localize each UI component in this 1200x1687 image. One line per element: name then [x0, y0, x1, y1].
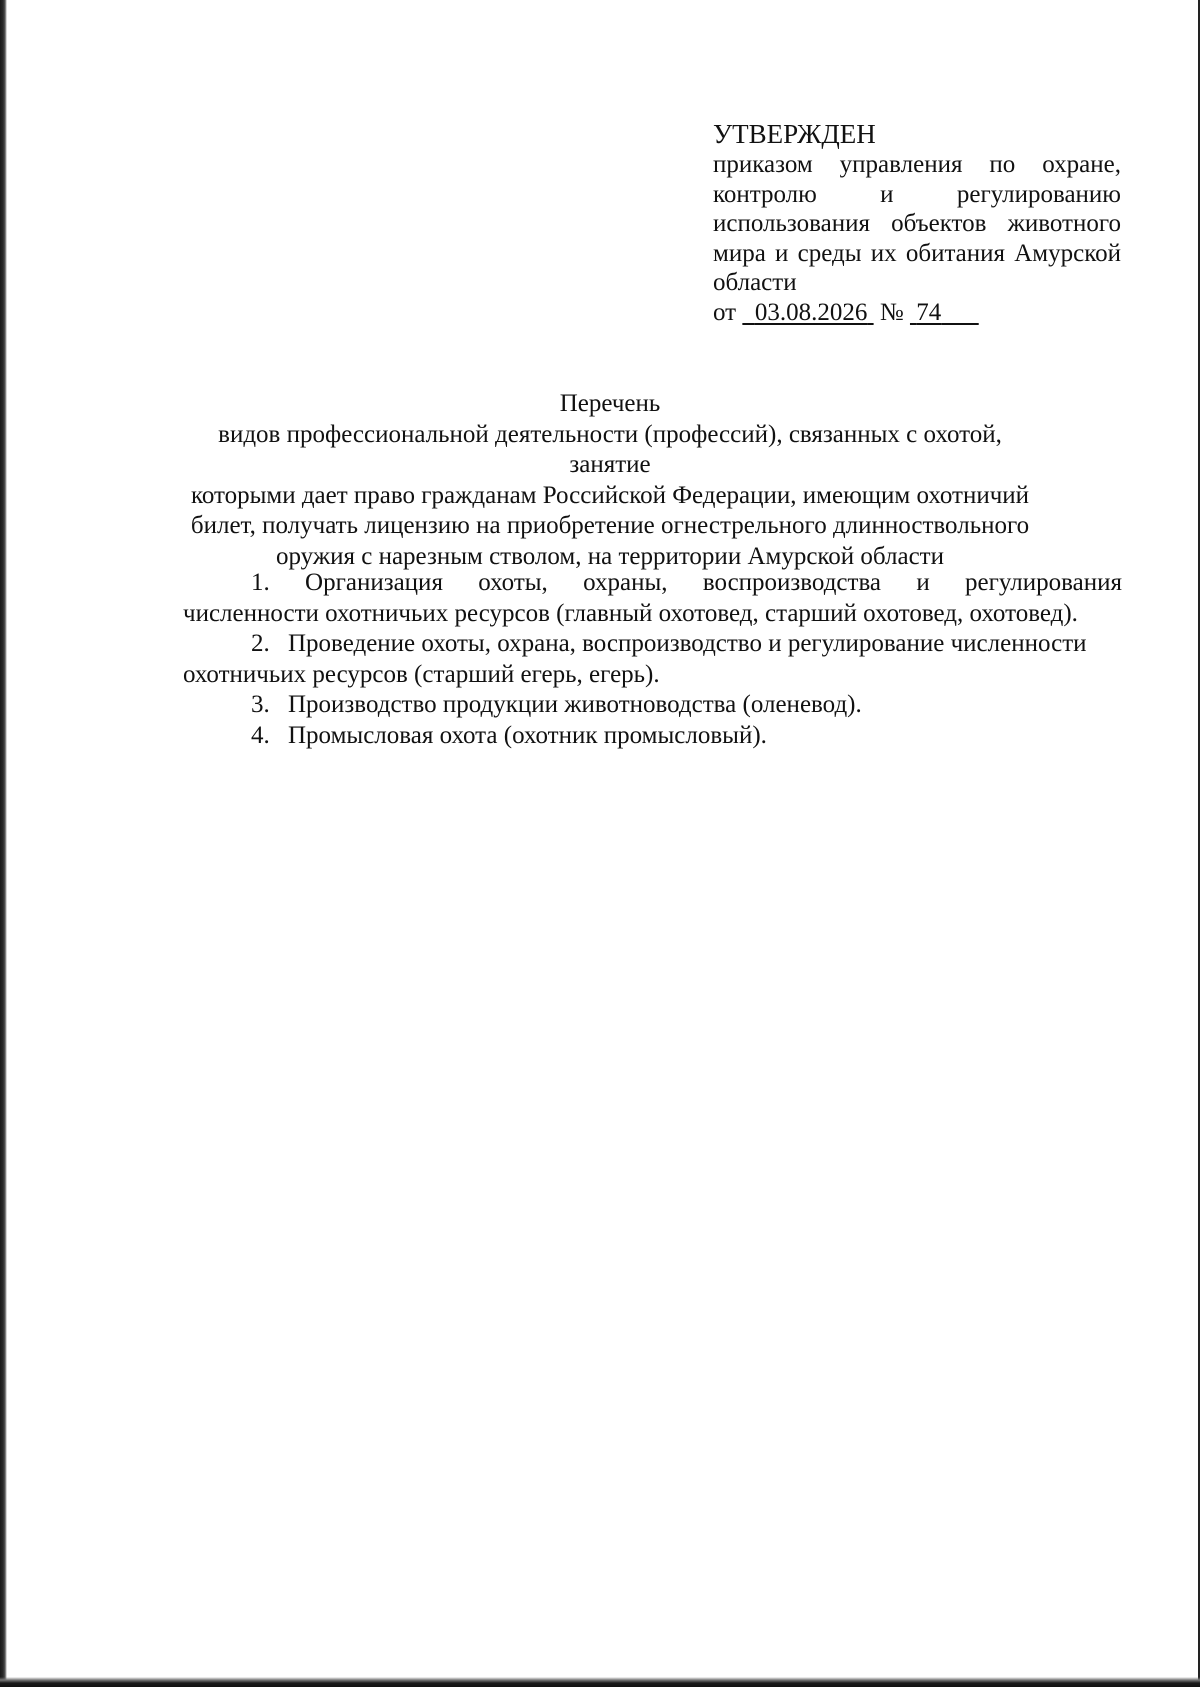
word: Амурской: [1014, 239, 1121, 267]
list-item-word: воспроизводства: [702, 569, 882, 596]
list-item-word: охраны,: [583, 569, 668, 596]
list-item-first-line: [183, 721, 1122, 752]
order-date-line: [713, 298, 1121, 328]
list-item-word: и: [916, 569, 930, 596]
list-item: [183, 629, 1122, 690]
word: животного: [1007, 210, 1121, 237]
approval-line: [713, 209, 1121, 239]
approval-line: [713, 239, 1121, 269]
word: объектов: [891, 210, 987, 237]
heading-title: Перечень: [559, 390, 661, 417]
list-item-continuation: охотничьих ресурсов (старший егерь, егерь).: [183, 660, 660, 688]
approval-line: [713, 150, 1121, 180]
word: их: [870, 239, 897, 267]
word: регулированию: [956, 180, 1121, 208]
word: обитания: [905, 239, 1006, 267]
order-date: 03.08.2026: [754, 298, 868, 326]
list-item-continuation: численности охотничьих ресурсов (главный охотовед, старший охотовед, охотовед).: [183, 599, 1078, 627]
document-heading: [180, 389, 1040, 572]
word: и: [775, 239, 789, 267]
approval-title: УТВЕРЖДЕН: [713, 119, 876, 149]
heading-line: которыми дает право гражданам Российской Федерации, имеющим охотничий: [190, 481, 1030, 509]
heading-line: оружия с нарезным стволом, на территории Амурской области: [275, 542, 944, 570]
word: и: [880, 180, 894, 208]
word: мира: [713, 239, 766, 267]
word: управления: [839, 151, 963, 178]
word: по: [989, 151, 1016, 178]
scan-border-left: [0, 0, 7, 1687]
approval-line: [713, 180, 1121, 210]
list-item: [183, 568, 1122, 629]
word: приказом: [713, 151, 813, 178]
list-item-number: 4.: [251, 721, 270, 749]
order-number: 74: [916, 298, 942, 326]
word: среды: [797, 239, 862, 267]
list-item-word: регулирования: [965, 569, 1122, 596]
number-sign: №: [879, 298, 904, 326]
list-item-first-line: [183, 568, 1122, 599]
list-item-text: Проведение охоты, охрана, воспроизводство и регулирование численности: [288, 630, 1087, 657]
list-item-text: Производство продукции животноводства (оленевод).: [288, 691, 862, 718]
heading-line: билет, получать лицензию на приобретение огнестрельного длинноствольного: [190, 512, 1030, 539]
approval-line: области: [713, 269, 797, 296]
list-item-number: 3.: [251, 691, 270, 718]
professions-list: [183, 568, 1122, 751]
word: охране,: [1042, 151, 1121, 178]
scan-border-bottom: [0, 1677, 1200, 1687]
approval-body: [713, 150, 1121, 298]
date-prefix: от: [713, 298, 737, 326]
word: использования: [713, 210, 870, 237]
list-item-text: Промысловая охота (охотник промысловый).: [288, 721, 767, 749]
list-item-first-line: [183, 690, 1122, 721]
list-item: [183, 690, 1122, 721]
list-item-word: охоты,: [478, 569, 548, 596]
list-item-word: Организация: [305, 569, 443, 596]
word: контролю: [713, 180, 817, 208]
heading-line: видов профессиональной деятельности (профессий), связанных с охотой, занятие: [218, 420, 1002, 478]
list-item: [183, 721, 1122, 752]
approval-block: [713, 118, 1121, 327]
list-item-number: 1.: [251, 569, 270, 596]
list-item-first-line: [183, 629, 1122, 660]
list-item-number: 2.: [251, 630, 270, 657]
